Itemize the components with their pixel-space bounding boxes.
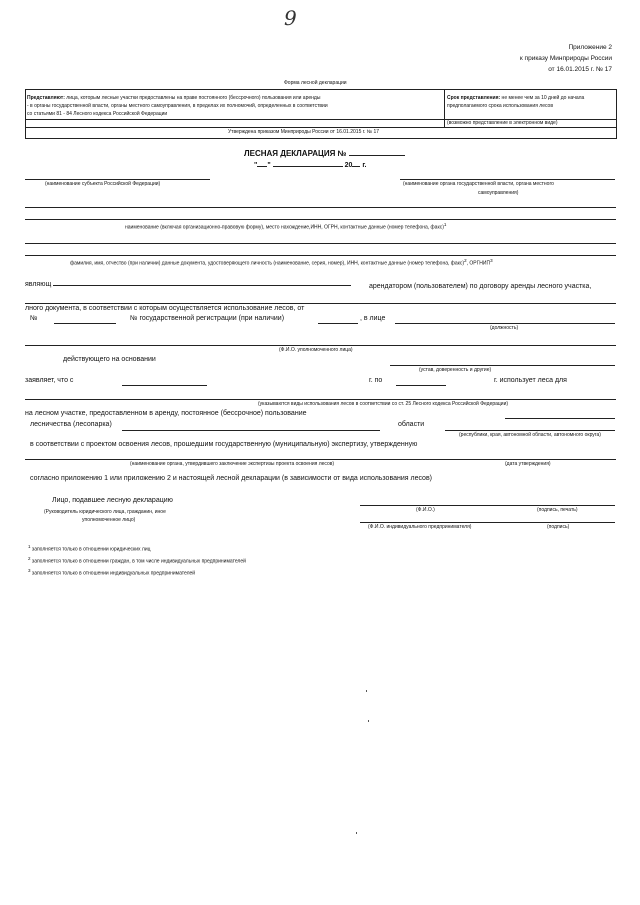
footnote-3: $^3$ заполняется только в отношении индивидуальных предпринимателей: [28, 568, 196, 577]
scan-speck: [366, 690, 367, 692]
fio-line: [360, 505, 615, 506]
person-line-1: [25, 243, 616, 244]
electronic-note: (возможно представление в электронном виде): [447, 120, 558, 126]
expert-org-caption: (наименование органа, утвердившего заключение экспертизы проекта освоения лесов): [130, 461, 335, 467]
state-reg-label: № государственной регистрации (при наличии): [130, 315, 285, 322]
forestry-line: [122, 430, 380, 431]
authority-line: [400, 179, 615, 180]
position-caption: (должность): [490, 325, 519, 331]
tenant-label: арендатором (пользователем) по договору аренды лесного участка,: [369, 283, 592, 290]
doc-basis-label: лного документа, в соответствии с которым осуществляется использование лесов, от: [25, 305, 305, 312]
info-box-rule-bottom: [25, 127, 616, 128]
appendix-line-1: Приложение 2: [568, 44, 612, 51]
in-person-label: , в лице: [360, 315, 386, 322]
acting-label: действующего на основании: [63, 356, 156, 363]
signature-caption: (подпись): [547, 524, 570, 530]
declaration-date: " " 20 г.: [254, 162, 367, 169]
org-caption: наименование (включая организационно-правовую форму), место нахождение,ИНН, ОГРН, контактные данные (номер телефона, факс)$^1$: [125, 222, 447, 231]
scan-speck: [368, 720, 369, 722]
state-reg-line: [318, 323, 358, 324]
acting-line: [390, 365, 615, 366]
org-line-2: [25, 219, 616, 220]
approved-note: Утверждена приказом Минприроды России от 16.01.2015 г. № 17: [228, 129, 380, 135]
usage-types-caption: (указываются виды использования лесов в соответствии со ст. 25 Лесного кодекса Российской Федерации): [258, 401, 509, 407]
declares-label: заявляет, что с: [25, 377, 74, 384]
declaration-title: ЛЕСНАЯ ДЕКЛАРАЦИЯ №: [244, 149, 405, 158]
submits-line-2: - в органы государственной власти, органы местного самоуправления, в пределах их полномочий, определенных в соответствии: [27, 103, 328, 109]
submits-line-3: со статьями 81 - 84 Лесного кодекса Российской Федерации: [27, 111, 168, 117]
on-plot-label: на лесном участке, предоставленном в аренду, постоянное (бессрочное) пользование: [25, 410, 307, 417]
signature-seal-caption: (подпись, печать): [537, 507, 578, 513]
appendix-line-2: к приказу Минприроды России: [519, 55, 612, 62]
date-till-line: [396, 385, 446, 386]
deadline-line-2: предполагаемого срока использования лесов: [447, 103, 553, 109]
doc-number-label: №: [30, 315, 38, 322]
in-person-line: [395, 323, 615, 324]
deadline-line-1: Срок представления: не менее чем за 10 дней до начала: [447, 95, 585, 101]
fio-caption: (Ф.И.О.): [416, 507, 435, 513]
org-line-1: [25, 207, 616, 208]
page-number: 9: [284, 6, 297, 30]
person-line-2: [25, 255, 616, 256]
on-plot-line: [505, 418, 615, 419]
fio-ip-caption: (Ф.И.О. индивидуального предпринимателя): [368, 524, 472, 530]
subject-line: [25, 179, 210, 180]
basis-doc-caption: (устав, доверенность и другие): [419, 367, 492, 373]
info-box-rule-left: [25, 119, 444, 120]
expert-org-line: [25, 459, 616, 460]
submits-line-1: Представляют: лица, которым лесные участки предоставлены на праве постоянного (бессрочного) пользования или аренды: [27, 95, 321, 101]
fio-ip-line: [360, 522, 615, 523]
person-caption: фамилия, имя, отчество (при наличии) данные документа, удостоверяющего личность (наименование, серия, номер), ИНН, контактные данные (номер телефона, факс)$^2$, ОРГНИП$^3$: [70, 258, 493, 267]
approval-date-caption: (дата утверждения): [505, 461, 551, 467]
forestry-label: лесничества (лесопарка): [30, 421, 112, 428]
doc-number-line: [54, 323, 116, 324]
region-kind-caption: (республики, края, автономной области, автономного округа): [459, 432, 601, 438]
region-line: [445, 430, 615, 431]
form-title: Форма лесной декларации: [284, 80, 347, 86]
region-label: области: [398, 421, 425, 428]
project-label: в соответствии с проектом освоения лесов, прошедшим государственную (муниципальную) экспертизу, утвержденную: [30, 441, 418, 448]
annex-label: согласно приложению 1 или приложению 2 и настоящей лесной декларации (в зависимости от вида использования лесов): [30, 475, 432, 482]
appendix-line-3: от 16.01.2015 г. № 17: [548, 66, 612, 73]
authority-caption-2: самоуправления): [478, 190, 519, 196]
footnote-1: $^1$ заполняется только в отношении юридических лиц: [28, 544, 151, 553]
usage-types-line: [25, 399, 616, 400]
scan-speck: [356, 832, 357, 834]
authority-caption-1: (наименование органа государственной власти, органа местного: [403, 181, 554, 187]
uses-forest-label: г. использует леса для: [494, 377, 567, 384]
subject-caption: (наименование субъекта Российской Федерации): [45, 181, 161, 187]
rep-fio-caption: (Ф.И.О. уполномоченного лица): [279, 347, 353, 353]
info-box-divider: [444, 89, 445, 127]
rep-fio-line: [25, 345, 616, 346]
being-label: являющ: [25, 281, 351, 288]
tenant-line: [25, 303, 616, 304]
signer-role-caption-1: (Руководитель юридического лица, гражданин, иное: [44, 509, 166, 515]
till-label: г. по: [369, 377, 383, 384]
submitter-label: Лицо, подавшее лесную декларацию: [52, 497, 173, 504]
footnote-2: $^2$ заполняется только в отношении граждан, в том числе индивидуальных предпринимателей: [28, 556, 246, 565]
date-from-line: [122, 385, 207, 386]
signer-role-caption-2: уполномоченное лицо): [82, 517, 136, 523]
